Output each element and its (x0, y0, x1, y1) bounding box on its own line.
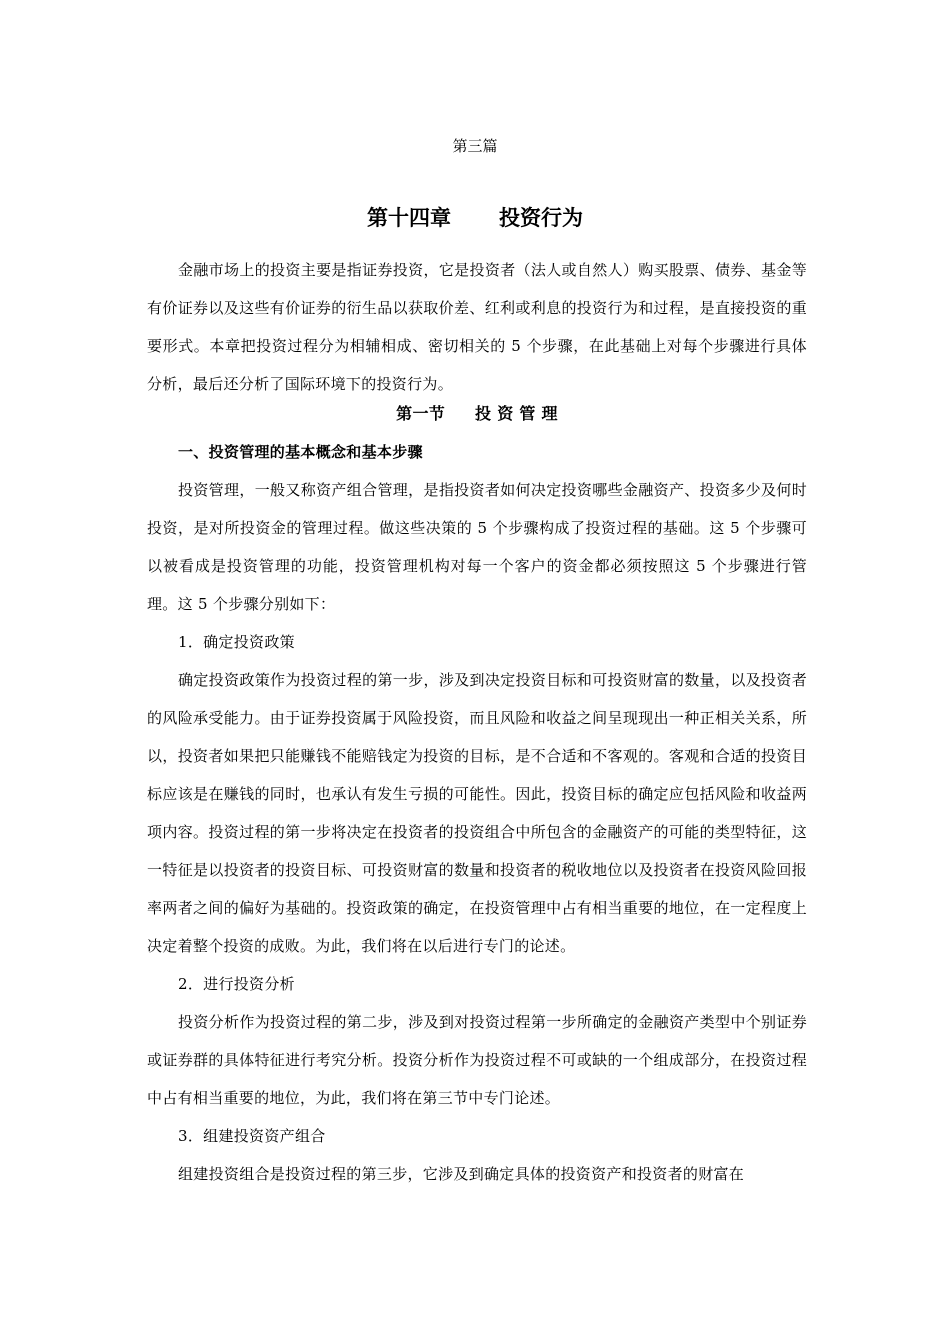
section-body (147, 395, 807, 1193)
chapter-intro: 金融市场上的投资主要是指证券投资，它是投资者（法人或自然人）购买股票、债券、基金等有价证券以及这些有价证券的衍生品以获取价差、红利或利息的投资行为和过程，是直接投资的重要形式。本章把投资过程分为相辅相成、密切相关的 5 个步骤，在此基础上对每个步骤进行具体分析，最后还分析了国际环境下的投资行为。 (147, 261, 807, 393)
part-label: 第三篇 (452, 137, 498, 155)
step-3-label: 3．组建投资资产组合 (178, 1127, 326, 1145)
subheading: 一、投资管理的基本概念和基本步骤 (178, 443, 423, 461)
step-1-label: 1．确定投资政策 (178, 633, 295, 651)
step-1-text: 确定投资政策作为投资过程的第一步，涉及到决定投资目标和可投资财富的数量，以及投资者的风险承受能力。由于证券投资属于风险投资，而且风险和收益之间呈现现出一种正相关关系，所以，投资者如果把只能赚钱不能赔钱定为投资的目标，是不合适和不客观的。客观和合适的投资目标应该是在赚钱的同时，也承认有发生亏损的可能性。因此，投资目标的确定应包括风险和收益两项内容。投资过程的第一步将决定在投资者的投资组合中所包含的金融资产的可能的类型特征，这一特征是以投资者的投资目标、可投资财富的数量和投资者的税收地位以及投资者在投资风险回报率两者之间的偏好为基础的。投资政策的确定，在投资管理中占有相当重要的地位，在一定程度上决定着整个投资的成败。为此，我们将在以后进行专门的论述。 (147, 671, 807, 955)
section-number: 第一节 (396, 404, 446, 423)
step-3-text: 组建投资组合是投资过程的第三步，它涉及到确定具体的投资资产和投资者的财富在 (178, 1165, 745, 1183)
section-title: 投 资 管 理 (475, 404, 558, 423)
paragraph-overview: 投资管理，一般又称资产组合管理，是指投资者如何决定投资哪些金融资产、投资多少及何时投资，是对所投资金的管理过程。做这些决策的 5 个步骤构成了投资过程的基础。这 5 个步骤可以被看成是投资管理的功能，投资管理机构对每一个客户的资金都必须按照这 5 个步骤进行管理。这 5 个步骤分别如下： (147, 481, 807, 613)
step-2-text: 投资分析作为投资过程的第二步，涉及到对投资过程第一步所确定的金融资产类型中个别证券或证券群的具体特征进行考究分析。投资分析作为投资过程不可或缺的一个组成部分，在投资过程中占有相当重要的地位，为此，我们将在第三节中专门论述。 (147, 1013, 807, 1107)
chapter-heading (0, 203, 950, 233)
chapter-number: 第十四章 (367, 205, 451, 230)
step-2-label: 2．进行投资分析 (178, 975, 295, 993)
chapter-title: 投资行为 (499, 205, 583, 230)
section-heading (147, 395, 807, 433)
chapter-intro-block (147, 251, 807, 403)
